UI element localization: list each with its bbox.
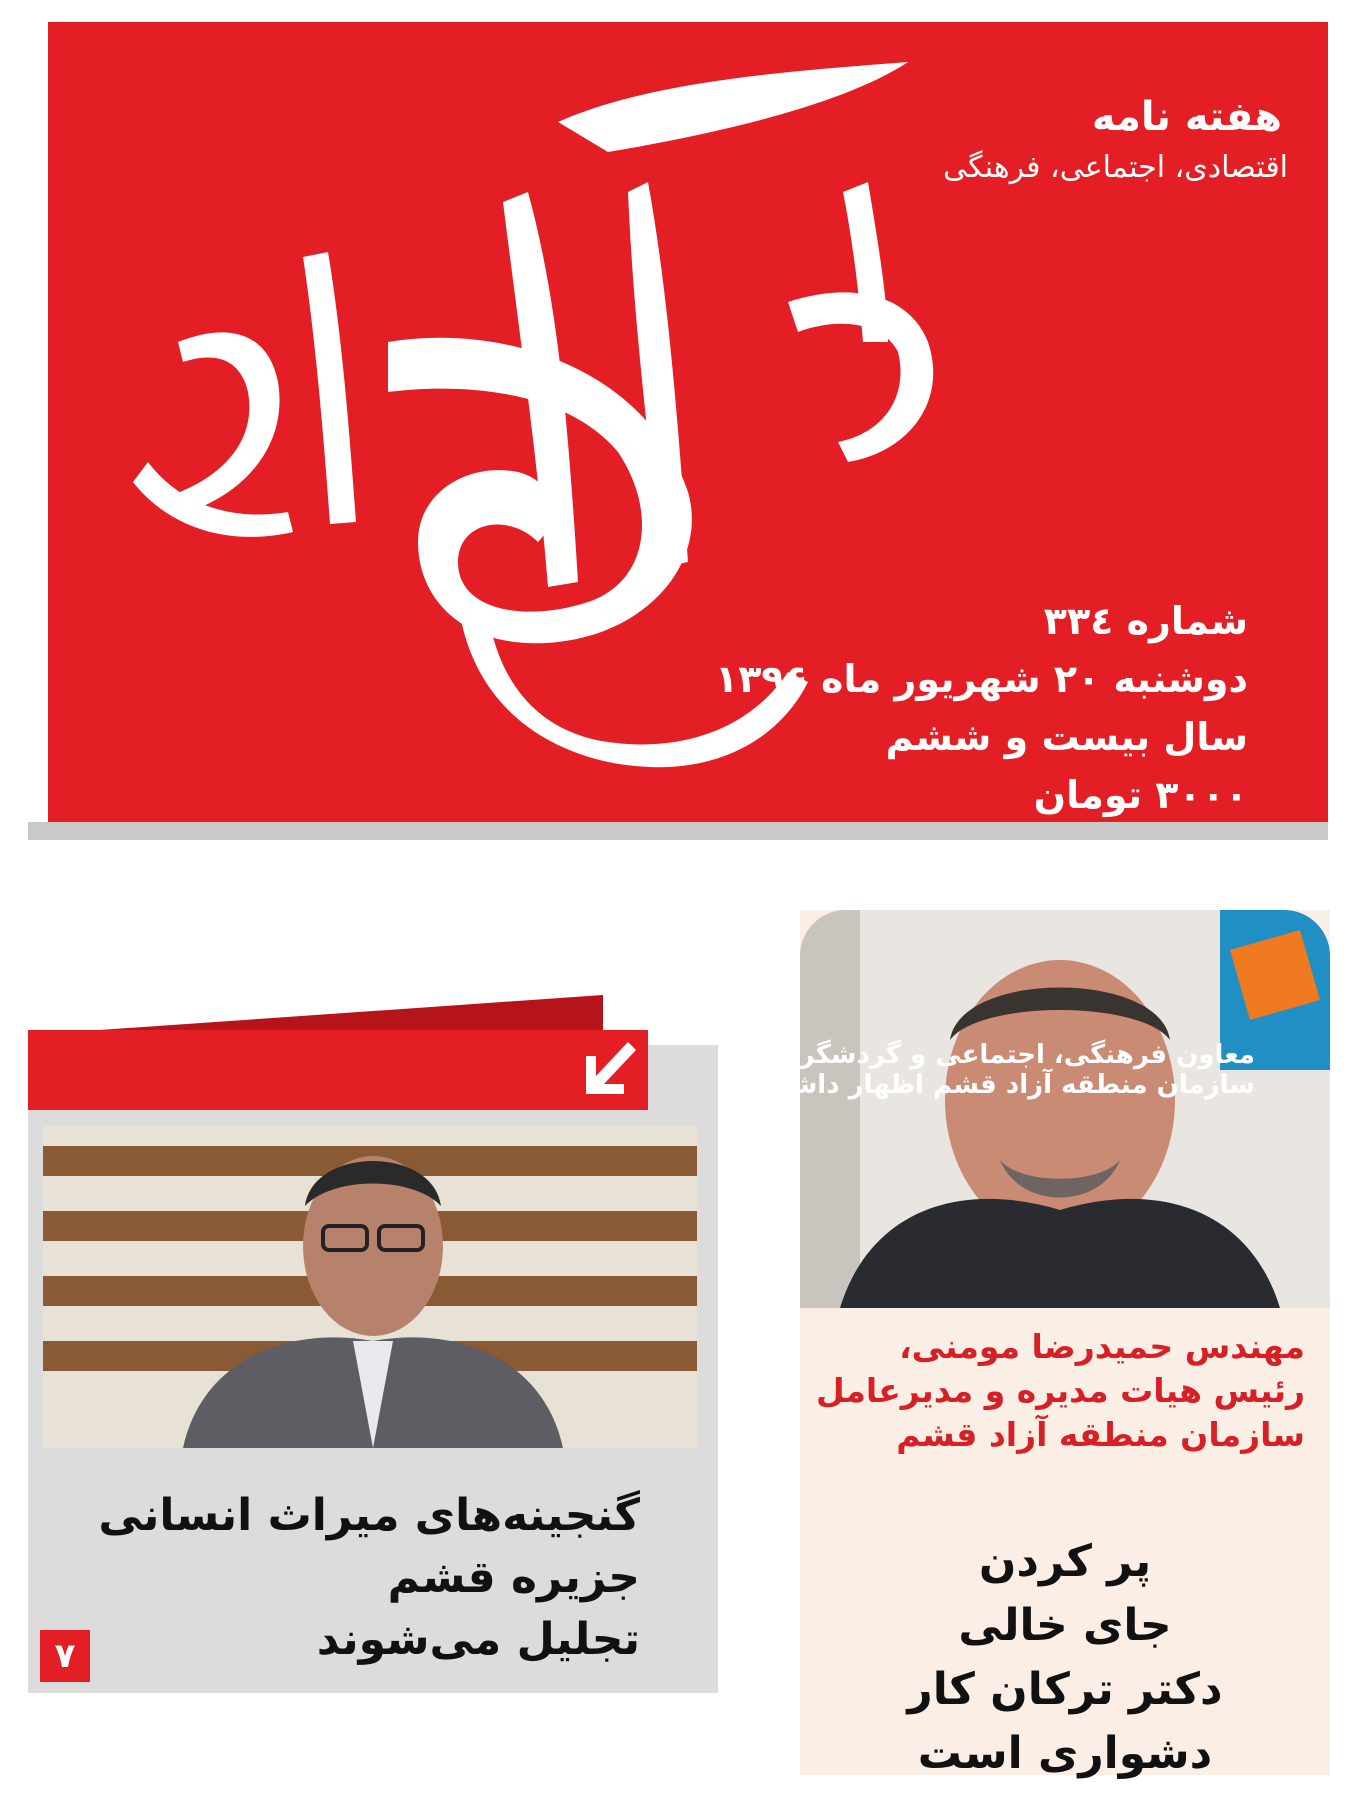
publication-type: هفته نامه <box>1091 94 1282 140</box>
issue-date: دوشنبه ۲۰ شهریور ماه ۱۳۹۶ <box>715 657 1248 701</box>
portrait-photo-placeholder <box>43 1126 697 1448</box>
portrait-photo-placeholder <box>800 910 1330 1308</box>
right-story-headline[interactable] <box>805 1530 1325 1786</box>
headline-line: پر کردن <box>978 1536 1152 1587</box>
masthead-divider <box>28 822 1328 840</box>
right-story-photo <box>800 910 1330 1308</box>
headline-line: تجلیل می‌شوند <box>316 1614 640 1665</box>
left-story-kicker <box>735 1040 1255 1100</box>
issue-price: ۳۰۰۰ تومان <box>1033 773 1248 817</box>
masthead-banner <box>48 22 1328 822</box>
kicker-ribbon-fold <box>28 995 603 1035</box>
headline-line: دکتر ترکان کار <box>907 1664 1223 1715</box>
publication-subtitle: اقتصادی، اجتماعی، فرهنگی <box>943 150 1288 185</box>
page-number-badge[interactable]: ۷ <box>40 1630 90 1682</box>
headline-line: گنجینه‌های میراث انسانی <box>98 1490 640 1541</box>
left-story-headline[interactable] <box>60 1485 640 1671</box>
kicker-ribbon <box>28 1030 648 1110</box>
issue-number: شماره ۳۳٤ <box>1043 599 1248 643</box>
left-story-photo <box>43 1126 697 1448</box>
headline-line: جای خالی <box>958 1600 1172 1651</box>
issue-year: سال بیست و ششم <box>885 715 1248 759</box>
kicker-line: معاون فرهنگی، اجتماعی و گردشگری <box>775 1040 1255 1070</box>
headline-line: دشواری است <box>917 1728 1213 1779</box>
right-story-caption: مهندس حمیدرضا مومنی، رئیس هیات مدیره و مدیرعامل سازمان منطقه آزاد قشم <box>815 1327 1305 1454</box>
headline-line: جزیره قشم <box>387 1552 640 1603</box>
arrow-down-left-icon <box>578 1036 638 1102</box>
kicker-line: سازمان منطقه آزاد قشم اظهار داشت: <box>753 1070 1255 1100</box>
issue-info <box>715 592 1248 822</box>
